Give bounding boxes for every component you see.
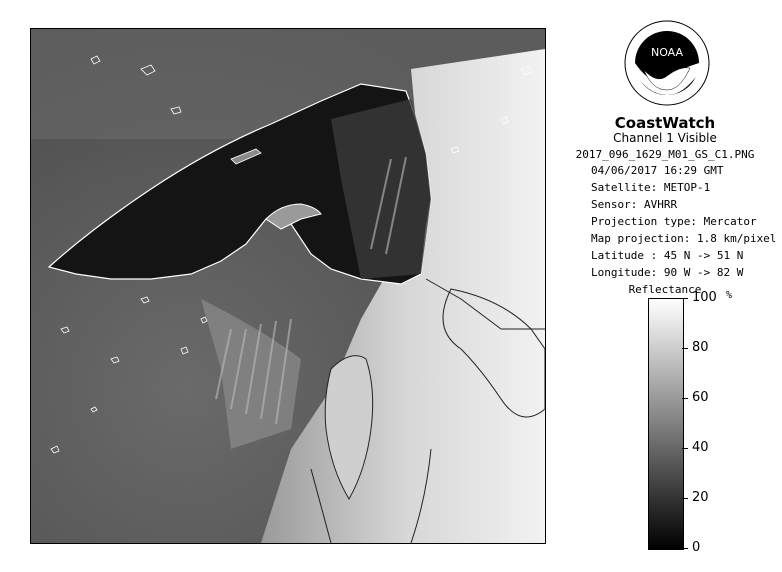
channel-label: Channel 1 Visible <box>613 131 717 145</box>
colorbar-tick <box>682 498 688 499</box>
colorbar-title: Reflectance <box>628 283 702 296</box>
colorbar-tick-label: 40 <box>692 440 709 455</box>
colorbar <box>648 298 684 550</box>
sensor: Sensor: AVHRR <box>591 198 678 211</box>
datetime: 04/06/2017 16:29 GMT <box>591 164 724 177</box>
colorbar-unit: % <box>726 290 733 301</box>
svg-text:NOAA: NOAA <box>650 46 684 59</box>
filename: 2017_096_1629_M01_GS_C1.PNG <box>575 148 755 161</box>
colorbar-tick-label: 100 <box>692 290 717 305</box>
colorbar-tick-label: 20 <box>692 490 709 505</box>
satellite-image <box>30 28 546 544</box>
product-title: CoastWatch <box>614 114 716 132</box>
colorbar-tick <box>682 548 688 549</box>
latitude: Latitude : 45 N -> 51 N <box>591 249 744 262</box>
colorbar-tick <box>682 448 688 449</box>
noaa-logo <box>622 18 712 108</box>
colorbar-tick <box>682 348 688 349</box>
colorbar-tick <box>682 298 688 299</box>
map-projection: Map projection: 1.8 km/pixel <box>591 232 777 245</box>
longitude: Longitude: 90 W -> 82 W <box>591 266 744 279</box>
colorbar-tick-label: 80 <box>692 340 709 355</box>
colorbar-tick <box>682 398 688 399</box>
projection-type: Projection type: Mercator <box>591 215 757 228</box>
colorbar-tick-label: 60 <box>692 390 709 405</box>
satellite: Satellite: METOP-1 <box>591 181 711 194</box>
colorbar-tick-label: 0 <box>692 540 701 555</box>
